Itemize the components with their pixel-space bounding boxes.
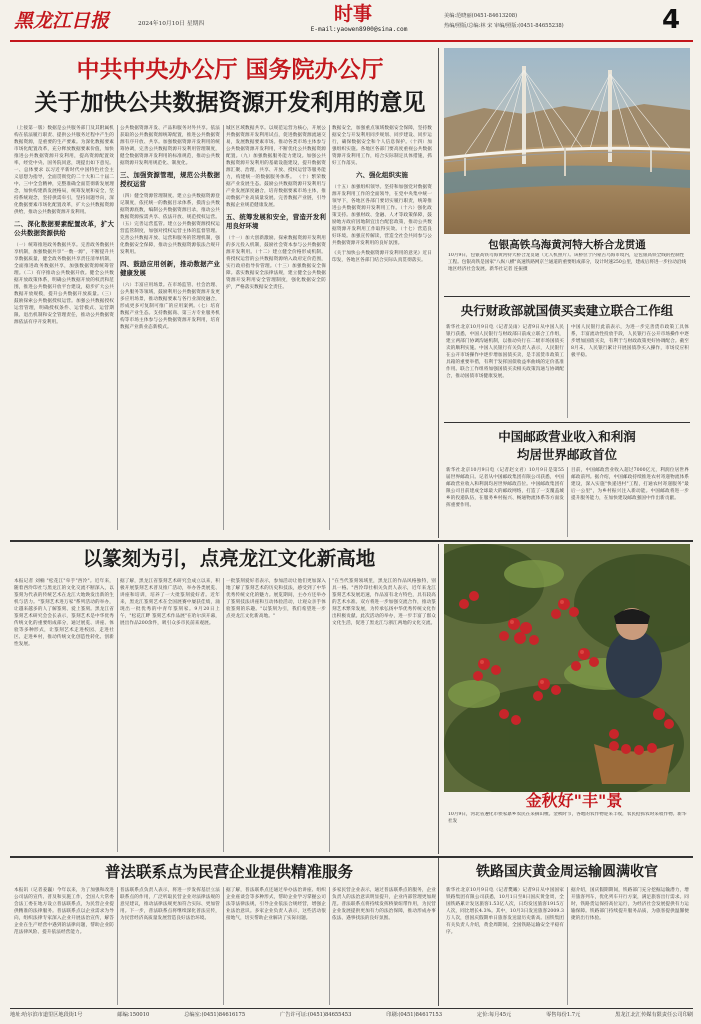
article1-title-line2: 关于加快公共数据资源开发利用的意见 <box>34 90 426 116</box>
article3-title-line1: 中国邮政营业收入和利润 <box>498 429 636 444</box>
article1-col3 <box>226 125 326 530</box>
divider <box>438 858 439 1006</box>
article1-col4-heading: 六、强化组织实施 <box>356 171 408 179</box>
divider <box>567 887 568 1005</box>
divider <box>117 578 118 852</box>
article1-col3-text2: （十一）加大创新激励。探索数据资源开发利用的多元投入机制，鼓励社会资本参与公共数据资源开发利用。（十二）建立健全价格形成机制。将授权运营的公共数据资源纳入政府定价范围，实行政府指导价管理。（十三）加强数据安全保障。落实数据安全法律法规，建立健全公共数据资源开发利用安全管理制度，强化数据安全防护，严格落实数据安全责任。 <box>226 236 326 290</box>
article2-col1: 新华社北京10月9日电（记者吴雨）记者9日从中国人民银行获悉，中国人民银行与财政部日前成立联合工作组，建立两部门协调沟通机制，以推动央行在二级市场国债买卖的顺利实施。中国人民银行有关负责人表示，人民银行在公开市场操作中逐步增加国债买卖，是丰富货币政策工具箱的重要举措，有利于发挥国债收益率曲线的定价基准作用。联合工作组将加强国债买卖相关政策沟通与协调配合，推动国债市场健康发展。 <box>446 325 564 379</box>
article1-title-line1: 中共中央办公厅 国务院办公厅 <box>76 57 384 83</box>
divider <box>10 856 693 858</box>
divider <box>567 467 568 537</box>
divider <box>329 887 330 1005</box>
divider <box>223 578 224 852</box>
bridge-photo <box>444 48 690 234</box>
article1-col2-heading2: 四、鼓励应用创新，推动数据产业健康发展 <box>120 260 220 277</box>
footer-printing-phone: 印刷:(0451)84617153 <box>386 1012 443 1018</box>
article1-col1-heading: 二、深化数据要素配置改革，扩大公共数据资源供给 <box>14 220 114 237</box>
footer-address: 地址:哈尔滨市道里区地段街1号 <box>10 1012 83 1018</box>
divider <box>10 540 693 542</box>
article1-col3-text: 城区区域数据共享。以规范运营为核心，开展公共数据资源开发利用试点，促进数据资源流通交易，发展数据要素市场。推动各类市场主体参与公共数据资源开发利用，不断优化公共数据资源配置。（九）加强数据服务能力建设。加强公共数据资源开发利用的基础设施建设，提升数据资源汇聚、治理、共享、开放、授权运营等服务能力，构建统一的数据服务体系。 <box>226 126 326 180</box>
harvest-caption: 10月9日，河北省遵化市侯家寨乡农民在采摘山楂。金秋时节，各地的农作物迎来丰收，农民抢抓农时采收作物。新华社发 <box>448 812 687 824</box>
footer-postcode: 邮编:150010 <box>117 1012 150 1018</box>
footer-office-phone: 总编室:(0451)84616175 <box>184 1012 246 1018</box>
article6-title: 铁路国庆黄金周运输圆满收官 <box>476 864 658 880</box>
divider <box>117 887 118 1005</box>
masthead-rule <box>10 40 693 42</box>
article5-col4: 多家民营企业表示，通过普法联系点的服务，企业负责人的法治意识明显提升，企业内部管理更加规范。普法联系点将持续发挥桥梁纽带作用，为民营企业发展提供更加有力的法治保障，推动形成办事依法、遇事找法的良好氛围。 <box>332 888 436 921</box>
editor-line-2: 热编/照版/总编:林 宋 审编/照版:(0451-84655238) <box>444 23 564 29</box>
page-number: 4 <box>661 5 681 35</box>
editor-line-1: 美编:范晓丽(0451-84613208) <box>444 13 518 19</box>
article1-col1-text: （上接第一版）数据是公共服务部门及其附属机构在依法履行职责、提供公共服务过程中产生的数据资源，是重要的生产要素。为深化数据要素市场化配置改革，充分释放数据要素价值，加快推进公共数据资源开发利用，提高资源配置效率，经党中央、国务院同意，现提出如下意见。一、总体要求 以习近平新时代中国特色社会主义思想为指导，全面贯彻党的二十大和二十届二中、三中全会精神，完整准确全面贯彻新发展理念，加快构建新发展格局，统筹发展和安全，坚持系统观念，坚持供需牵引，坚持问题导向，深化数据要素市场化配置改革，扩大公共数据资源供给，推动公共数据资源开发利用。 <box>14 126 114 215</box>
footer-monthly-price: 定价:每月45元 <box>476 1012 512 1018</box>
divider <box>329 125 330 530</box>
article3-col2: 目前，中国邮政营业收入超过7000亿元，利润位居世界邮政前列。据介绍，中国邮政持续推进农村寄递物流体系建设，深入实施"快递进村"工程，打通农村寄递服务"最后一公里"，为乡村振兴注入新动能。中国邮政将进一步提升服务能力，在加快建设邮政强国中作出新贡献。 <box>571 468 689 501</box>
article1-col2 <box>120 125 220 530</box>
bridge-caption: 10月9日，包银高铁乌海黄河特大桥合龙贯通（无人机照片）。该桥位于内蒙古乌海市境内，是包银高铁全线的控制性工程。包银高铁是国家"八纵八横"高速铁路网京兰通道的重要组成部分，设计时速250公里，建成后将进一步拉动沿线地区经济社会发展。新华社记者 连振摄 <box>448 253 687 272</box>
article4-col4: "在当代篆刻领域里，黑龙江的作品风格独特，别具一格。"西泠印社相关负责人表示，近年来龙江篆刻艺术发展迅速，作品富有北方特色，具有较高的艺术水准。双方将进一步加强交流合作，推动篆刻艺术繁荣发展，为传承弘扬中华优秀传统文化作出积极贡献。此次活动的举办，进一步丰富了群众文化生活，促进了黑龙江与浙江两地的文化交流。 <box>332 579 436 626</box>
article1-col4-text: 数据安全，加强重点领域数据安全保障，坚持数据安全与开发利用同步规划、同步建设、同步运行，确保数据安全和个人信息保护。（十四）加强组织实施。各地区各部门要高度重视公共数据资源开发利用工作，结合实际制定具体措施，抓好工作落实。 <box>332 126 432 166</box>
divider <box>117 125 118 530</box>
article3-title-line2: 均居世界邮政首位 <box>516 447 617 462</box>
harvest-illustration <box>444 544 690 792</box>
article4-col3: 一批篆刻爱好者表示，参加活动让他们更加深入地了解了篆刻艺术的历史和技法，感受到了中华优秀传统文化的魅力。展览期间，主办方还举办了篆刻技法讲座和互动体验活动，让观众亲手体验篆刻的乐趣。"以篆刻为引，我们希望进一步点亮龙江文化新高地。" <box>226 579 326 619</box>
divider <box>329 578 330 852</box>
article1-col4-end: 《关于加快公共数据资源开发利用的意见》近日印发，各地区各部门结合实际认真贯彻落实。 <box>332 251 432 263</box>
bridge-caption-title: 包银高铁乌海黄河特大桥合龙贯通 <box>488 239 646 251</box>
divider <box>438 544 439 854</box>
article1-col2-text: 公共数据资源开发、产品和服务对外共享。依法获取的公共数据资源统筹配置，推进公共数据资源有序开放、共享。加强数据资源开发利用的统筹协调，完善公共数据资源开发利用管理制度，健全数据资源开发利用的标准规范，推动公共数据资源开发利用规范化、制度化。 <box>120 126 220 166</box>
article5-col2: 普法联系点负责人表示，将进一步发挥基层立法联系点的作用，广泛听取民营企业对法律法规的意见建议，推动法律法规更加符合实际、更加管用。下一步，普法联系点将继续深化普法宣传，为民营经济高质量发展营造良好法治环境。 <box>120 888 220 921</box>
article6-col2: 据介绍，国庆假期期间，铁路部门充分挖掘运输潜力，增开旅客列车，优化列车开行方案，满足旅客出行需求。同时，铁路货运保持高位运行，为经济社会发展提供有力运输保障。铁路部门持续提升服务品质，为旅客提供温馨便捷的出行体验。 <box>571 888 689 921</box>
article1-col4-text2: （十五）加强组织领导。坚持和加强党对数据资源开发利用工作的全面领导，在党中央集中统一领导下，各地区各部门要切实履行职责，统筹推进公共数据资源开发利用工作。（十六）强化政策支持。加强财政、金融、人才等政策保障，鼓励地方政府因地制宜出台配套政策，推动公共数据资源开发利用工作取得实效。（十七）营造良好环境。加强宣传解读，营造全社会共同参与公共数据资源开发利用的良好氛围。 <box>332 185 432 246</box>
article1-col3-heading: 五、统筹发展和安全，营造开发利用良好环境 <box>226 213 326 230</box>
article4-col2: 据了解，黑龙江省篆刻艺术研究会成立以来，积极开展篆刻艺术普及推广活动，举办各类展览、讲座和培训，培养了一大批篆刻爱好者。近年来，黑龙江篆刻艺术在全国展赛中屡获佳绩，涌现出一批优秀的中青年篆刻家。9月20日上午，"松花江畔 篆刻艺术作品展"在哈尔滨开幕，展出作品200余件，吸引众多市民前来观展。 <box>120 579 220 626</box>
bridge-illustration <box>444 48 690 234</box>
article4-col1: 本报记者 刘楠 "松花江"牵手"西泠"。近年来，随着西泠印社与黑龙江的文化交流不断深入，以篆刻为代表的传统艺术在龙江大地焕发出新的生机与活力。"篆刻艺术进万家"系列活动的举办，让越来越多的人了解篆刻、爱上篆刻。黑龙江省篆刻艺术研究会会长表示，篆刻艺术是中华优秀传统文化的重要组成部分，通过展览、讲座、体验等多种形式，让篆刻艺术走进校园、走进社区、走进乡村，推动传统文化创造性转化、创新性发展。 <box>14 579 114 647</box>
article4-title: 以篆刻为引，点亮龙江文化新高地 <box>82 547 376 570</box>
article3-col1: 新华社北京10月9日电（记者赵文君）10月9日是第55届世界邮政日。记者从中国邮政集团有限公司获悉，中国邮政营业收入和利润均居世界邮政首位。中国邮政集团有限公司目前建成全球最大的邮政网络，打造了一支覆盖城乡的投递队伍，在服务乡村振兴、畅通物流体系等方面发挥重要作用。 <box>446 468 564 508</box>
harvest-photo <box>444 544 690 792</box>
article1-col2-heading1: 三、加强资源管理，规范公共数据授权运营 <box>120 171 220 188</box>
section-title: 时事 <box>333 3 372 25</box>
footer-printer: 黑龙江北汇传媒有限责任公司印刷 <box>615 1012 693 1018</box>
article1-col1-more: （一）统筹推进政务数据共享。完善政务数据共享机制，加强数据共享“一数一源”，不断提升共享数据质量，健全政务数据共享责任清单机制，全面推进政务数据共享，加强数据资源统筹管理。（二）有序推动公共数据开放。健全公共数据开放政策体系，明确公共数据开放的权责和范围，推进公共数据开放平台建设，稳步扩大公共数据开放规模，提升公共数据开放质量。（三）鼓励探索公共数据授权运营。加强公共数据授权运营管理，明确授权条件、运营模式、运营期限、退出机制和安全管理责任，推动公共数据资源依法有序开发利用。 <box>14 243 114 325</box>
issue-date: 2024年10月10日 星期四 <box>138 21 205 27</box>
divider <box>223 887 224 1005</box>
newspaper-logo: 黑龙江日报 <box>14 10 110 32</box>
footer-rule <box>10 1008 693 1009</box>
divider <box>567 324 568 418</box>
divider <box>444 422 690 423</box>
article5-col3: 据了解，普法联系点还通过举办法治讲座、组织企业座谈会等多种形式，帮助企业学习掌握公司法等法律法规，引导企业依法合规经营，增强企业法治意识。多家企业负责人表示，这些活动很接地气，切实帮助企业解决了实际问题。 <box>226 888 326 921</box>
article1-col1 <box>14 125 114 530</box>
divider <box>444 296 690 297</box>
footer-ad-license: 广告许可证:(0451)84655453 <box>280 1012 352 1018</box>
article6-col1: 新华社北京10月9日电（记者樊曦）记者9日从中国国家铁路集团有限公司获悉，10月1日至8日国庆黄金周，全国铁路累计发送旅客1.53亿人次，日均发送旅客1915万人次，同比增长4.3%。其中，10月3日发送旅客2009.3万人次，创国庆假期单日旅客发送量历史新高。国铁集团有关负责人介绍，黄金周期间，全国铁路运输安全平稳有序。 <box>446 888 564 935</box>
article1-col2-text2: （六）丰富应用场景。在市场监管、社会治理、公共服务等领域，鼓励利用公共数据资源开发更多应用场景，推动数据要素与各行业深度融合，形成更多可复制可推广的应用案例。（七）培育数据产业生态。支持数据商、第三方专业服务机构等市场主体参与公共数据资源开发利用，培育数据产业新业态新模式。 <box>120 283 220 330</box>
article1-col4 <box>332 125 432 530</box>
article2-col2: 中国人民银行此前表示，为进一步完善货币政策工具体系，丰富流动性投放手段，人民银行在公开市场操作中逐步增加国债买卖，有利于与财政政策更好协调配合。截至8月末，人民银行累计开展国债净买入操作，市场反应积极平稳。 <box>571 325 689 358</box>
masthead <box>0 0 701 44</box>
article2-title: 央行财政部就国债买卖建立联合工作组 <box>460 303 674 318</box>
divider <box>438 48 439 538</box>
harvest-overlay-title: 金秋好"丰"景 <box>525 791 623 810</box>
footer <box>10 1010 693 1021</box>
article5-title: 普法联系点为民营企业提供精准服务 <box>104 863 353 881</box>
article1-col3-more: （十）繁荣数据产业发展生态。鼓励公共数据资源开发利用与产业发展深度融合，培育数据要素市场主体，推动数据产业高质量发展。完善数据产业链，引导数据企业规范健康发展。 <box>226 175 326 208</box>
article5-col1: 本报讯（记者姜巍）今年以来，为了加强和改进公司法的宣传、普及和实施工作，全国人大常委会法工委在地方设立普法联系点，为民营企业提供精准的法律服务。普法联系点以企业需求为导向，组织法律专家深入企业开展法治宣传，解答企业在生产经营中遇到的法律问题，帮助企业防范法律风险、提升依法经营能力。 <box>14 888 114 935</box>
article1-col2-text1: （四）健全资源管理制度。建立公共数据资源登记制度，依托统一的数据目录体系，摸清公共数据资源底数，编制公共数据资源目录，推动公共数据资源按需共享、依法开放、规范授权运营。（五）完善运营监管。建立公共数据资源授权运营监管制度，加强对授权运营主体的监督管理。完善公共数据开放、运营和服务的管理机制，强化数据安全保障，推动公共数据资源依法合规开发利用。 <box>120 194 220 255</box>
section-email: E-mail:yaowen8900@sina.com <box>310 26 408 33</box>
divider <box>223 125 224 530</box>
footer-retail-price: 零售每份1.7元 <box>546 1012 581 1018</box>
